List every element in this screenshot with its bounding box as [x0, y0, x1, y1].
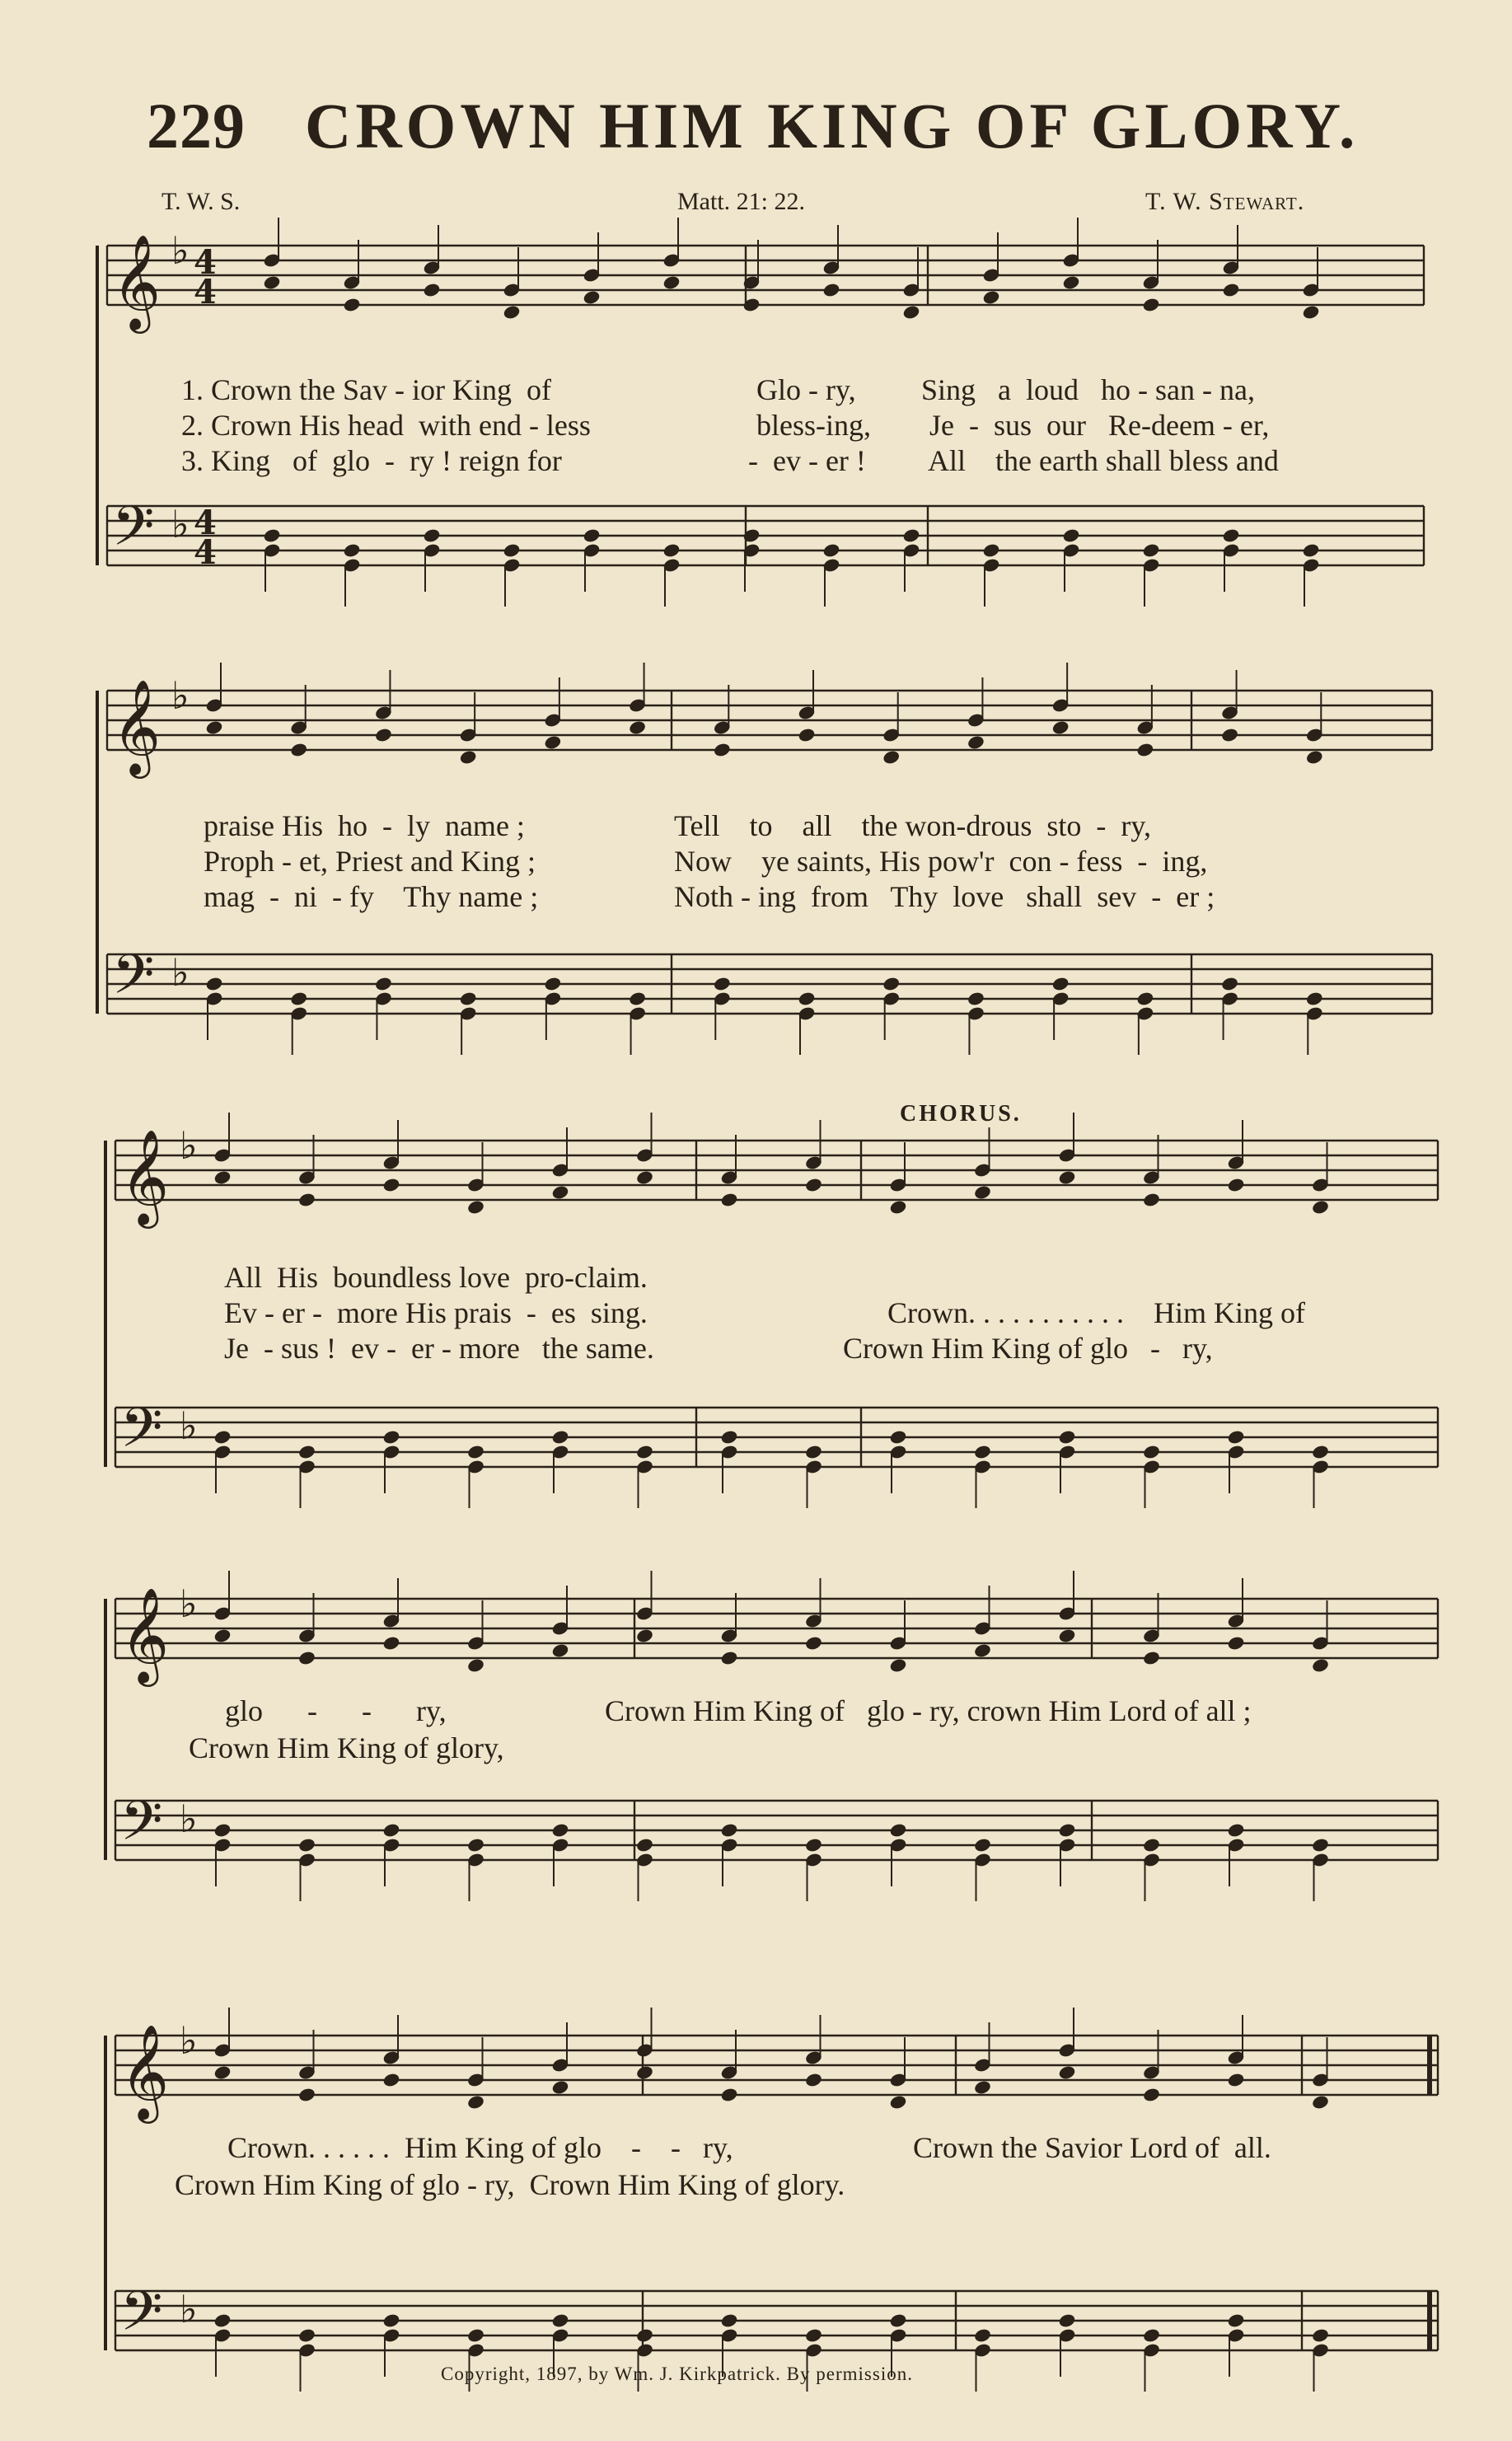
- note-head: [503, 305, 520, 320]
- note-head: [382, 1430, 400, 1445]
- note-head: [967, 735, 985, 750]
- note-head: [298, 2087, 316, 2102]
- note-head: [551, 1185, 569, 1200]
- note-head: [263, 275, 280, 290]
- note-head: [298, 1445, 316, 1459]
- note-head: [1058, 1430, 1075, 1445]
- note-head: [882, 750, 900, 765]
- note-head: [636, 1628, 653, 1643]
- lyric-chorus-6: Crown. . . . . . Him King of glo - - ry,: [227, 2131, 733, 2164]
- note-head: [1062, 528, 1079, 543]
- note-head: [1143, 2087, 1160, 2102]
- lyric-verse2-c: Je - sus our Re-deem - er,: [929, 409, 1270, 442]
- note-head: [290, 743, 307, 757]
- note-head: [720, 1192, 737, 1207]
- note-head: [213, 2313, 231, 2328]
- note-head: [822, 283, 840, 298]
- treble-clef: 𝄞: [112, 678, 161, 775]
- note-head: [467, 1838, 484, 1853]
- note-head: [1142, 543, 1159, 558]
- note-head: [298, 1838, 316, 1853]
- flat-sign: ♭: [171, 950, 190, 995]
- note-head: [459, 991, 476, 1006]
- note-head: [889, 2313, 906, 2328]
- lyric-verse2-e: Now ye saints, His pow'r con - fess - ing,: [674, 845, 1208, 878]
- note-head: [1221, 977, 1238, 991]
- note-head: [343, 543, 360, 558]
- note-head: [805, 1178, 822, 1192]
- note-head: [583, 528, 600, 543]
- note-head: [629, 720, 646, 735]
- lyric-verse3-b: - ev - er !: [748, 444, 866, 477]
- lyric-verse2-b: bless-ing,: [756, 409, 871, 442]
- note-head: [1143, 1192, 1160, 1207]
- note-head: [1143, 1445, 1160, 1459]
- note-head: [662, 275, 680, 290]
- lyric-verse1-f: All His boundless love pro-claim.: [224, 1261, 648, 1294]
- note-head: [889, 1823, 906, 1838]
- note-head: [382, 2073, 400, 2087]
- note-head: [720, 2313, 737, 2328]
- note-head: [805, 1445, 822, 1459]
- note-head: [1312, 1445, 1329, 1459]
- lyric-chorus-3: glo - - ry,: [225, 1694, 447, 1727]
- lyric-verse3-d: mag - ni - fy Thy name ;: [204, 880, 539, 913]
- time-signature-bottom: 4: [194, 533, 217, 572]
- lyric-chorus-1: Crown. . . . . . . . . . . Him King of: [887, 1296, 1305, 1329]
- note-head: [551, 1430, 569, 1445]
- note-head: [1058, 1823, 1075, 1838]
- lyric-chorus-2: Crown Him King of glo - ry,: [843, 1332, 1213, 1365]
- note-head: [382, 1823, 400, 1838]
- note-head: [382, 1636, 400, 1651]
- lyric-chorus-8: Crown Him King of glo - ry, Crown Him King of glory.: [175, 2168, 845, 2201]
- note-head: [551, 2080, 569, 2095]
- treble-clef: 𝄞: [112, 233, 161, 330]
- flat-sign: ♭: [171, 228, 190, 273]
- note-head: [1302, 305, 1319, 320]
- note-head: [882, 977, 900, 991]
- note-head: [1143, 1838, 1160, 1853]
- bass-clef: 𝄢: [120, 1789, 163, 1866]
- hymn-title: CROWN HIM KING OF GLORY.: [305, 90, 1360, 162]
- note-head: [889, 1658, 906, 1673]
- note-head: [1222, 283, 1239, 298]
- note-head: [629, 991, 646, 1006]
- note-head: [805, 2073, 822, 2087]
- note-head: [974, 2080, 991, 2095]
- note-head: [1136, 743, 1154, 757]
- note-head: [1227, 2073, 1244, 2087]
- treble-clef: 𝄞: [120, 2023, 170, 2120]
- lyric-verse3-a: 3. King of glo - ry ! reign for: [181, 444, 562, 477]
- note-head: [636, 2328, 653, 2343]
- note-head: [636, 1838, 653, 1853]
- note-head: [467, 1658, 484, 1673]
- note-head: [213, 2065, 231, 2080]
- lyric-verse1-b: Glo - ry,: [756, 373, 856, 406]
- note-head: [298, 1192, 316, 1207]
- note-head: [551, 2313, 569, 2328]
- note-head: [720, 1651, 737, 1666]
- note-head: [1312, 2095, 1329, 2110]
- lyric-chorus-4: Crown Him King of glo - ry, crown Him Lord of all ;: [605, 1694, 1252, 1727]
- note-head: [805, 1636, 822, 1651]
- note-head: [1058, 1628, 1075, 1643]
- treble-clef: 𝄞: [120, 1586, 170, 1683]
- note-head: [805, 2328, 822, 2343]
- note-head: [583, 290, 600, 305]
- time-signature-top: 4: [194, 504, 217, 542]
- note-head: [1312, 1200, 1329, 1215]
- note-head: [263, 528, 280, 543]
- lyric-chorus-5: Crown Him King of glory,: [189, 1731, 504, 1764]
- note-head: [375, 977, 392, 991]
- note-head: [1051, 720, 1069, 735]
- bass-clef: 𝄢: [120, 1396, 163, 1473]
- note-head: [889, 2095, 906, 2110]
- bass-clef: 𝄢: [112, 494, 155, 571]
- note-head: [382, 2313, 400, 2328]
- note-head: [974, 2328, 991, 2343]
- flat-sign: ♭: [180, 1403, 198, 1448]
- lyric-verse2-a: 2. Crown His head with end - less: [181, 409, 591, 442]
- note-head: [205, 720, 222, 735]
- note-head: [982, 290, 999, 305]
- treble-clef: 𝄞: [120, 1128, 170, 1225]
- note-head: [636, 2065, 653, 2080]
- note-head: [423, 528, 440, 543]
- note-head: [467, 1445, 484, 1459]
- lyric-verse1-e: Tell to all the won-drous sto - ry,: [674, 809, 1152, 842]
- note-head: [798, 728, 815, 743]
- lyric-verse2-d: Proph - et, Priest and King ;: [204, 845, 536, 878]
- flat-sign: ♭: [180, 1797, 198, 1841]
- note-head: [1312, 1658, 1329, 1673]
- note-head: [1306, 991, 1323, 1006]
- note-head: [1136, 991, 1154, 1006]
- note-head: [467, 2328, 484, 2343]
- note-head: [974, 1445, 991, 1459]
- bass-clef: 𝄢: [120, 2279, 163, 2356]
- lyric-verse3-c: All the earth shall bless and: [928, 444, 1279, 477]
- note-head: [290, 991, 307, 1006]
- note-head: [720, 2087, 737, 2102]
- note-head: [544, 735, 561, 750]
- note-head: [636, 1170, 653, 1185]
- note-head: [1143, 2328, 1160, 2343]
- note-head: [1058, 1170, 1075, 1185]
- flat-sign: ♭: [180, 2287, 198, 2331]
- note-head: [822, 543, 840, 558]
- note-head: [714, 977, 731, 991]
- note-head: [1142, 298, 1159, 312]
- flat-sign: ♭: [180, 2018, 198, 2063]
- note-head: [1051, 977, 1069, 991]
- note-head: [551, 1823, 569, 1838]
- note-head: [375, 728, 392, 743]
- chorus-label: CHORUS.: [900, 1101, 1022, 1127]
- note-head: [1306, 750, 1323, 765]
- note-head: [382, 1178, 400, 1192]
- bass-clef: 𝄢: [112, 943, 155, 1019]
- time-signature-top: 4: [194, 243, 217, 282]
- note-head: [1143, 1651, 1160, 1666]
- note-head: [467, 1200, 484, 1215]
- note-head: [205, 977, 222, 991]
- note-head: [974, 1643, 991, 1658]
- note-head: [423, 283, 440, 298]
- note-head: [1058, 2313, 1075, 2328]
- lyric-verse3-e: Noth - ing from Thy love shall sev - er ;: [674, 880, 1215, 913]
- note-head: [1227, 2313, 1244, 2328]
- note-head: [1222, 528, 1239, 543]
- note-head: [213, 1823, 231, 1838]
- hymn-number: 229: [147, 90, 246, 162]
- note-head: [467, 2095, 484, 2110]
- note-head: [503, 543, 520, 558]
- note-head: [1227, 1636, 1244, 1651]
- lyric-verse2-f: Ev - er - more His prais - es sing.: [224, 1296, 648, 1329]
- note-head: [967, 991, 985, 1006]
- note-head: [1058, 2065, 1075, 2080]
- flat-sign: ♭: [171, 673, 190, 718]
- note-head: [1062, 275, 1079, 290]
- copyright-notice: Copyright, 1897, by Wm. J. Kirkpatrick. By permission.: [441, 2364, 913, 2384]
- note-head: [343, 298, 360, 312]
- lyric-verse1-a: 1. Crown the Sav - ior King of: [181, 373, 551, 406]
- note-head: [902, 528, 920, 543]
- note-head: [720, 1430, 737, 1445]
- lyric-verse3-f: Je - sus ! ev - er - more the same.: [224, 1332, 654, 1365]
- note-head: [459, 750, 476, 765]
- note-head: [298, 2328, 316, 2343]
- note-head: [213, 1628, 231, 1643]
- note-head: [720, 1823, 737, 1838]
- lyric-chorus-7: Crown the Savior Lord of all.: [913, 2131, 1271, 2164]
- flat-sign: ♭: [171, 502, 190, 546]
- note-head: [213, 1170, 231, 1185]
- note-head: [714, 743, 731, 757]
- note-head: [544, 977, 561, 991]
- note-head: [1312, 1838, 1329, 1853]
- scripture-reference: Matt. 21: 22.: [677, 188, 805, 215]
- flat-sign: ♭: [180, 1123, 198, 1168]
- note-head: [213, 1430, 231, 1445]
- words-credit: T. W. S.: [161, 188, 241, 215]
- flat-sign: ♭: [180, 1581, 198, 1626]
- note-head: [889, 1200, 906, 1215]
- note-head: [636, 1445, 653, 1459]
- note-head: [551, 1643, 569, 1658]
- note-head: [982, 543, 999, 558]
- note-head: [889, 1430, 906, 1445]
- lyric-verse1-c: Sing a loud ho - san - na,: [921, 373, 1255, 406]
- time-signature-bottom: 4: [194, 273, 217, 312]
- note-head: [805, 1838, 822, 1853]
- note-head: [662, 543, 680, 558]
- note-head: [1227, 1178, 1244, 1192]
- music-credit: T. W. Stewart.: [1145, 188, 1305, 215]
- note-head: [1312, 2328, 1329, 2343]
- note-head: [1227, 1823, 1244, 1838]
- note-head: [798, 991, 815, 1006]
- note-head: [1302, 543, 1319, 558]
- note-head: [1227, 1430, 1244, 1445]
- note-head: [1221, 728, 1238, 743]
- note-head: [902, 305, 920, 320]
- lyric-verse1-d: praise His ho - ly name ;: [204, 809, 525, 842]
- note-head: [974, 1838, 991, 1853]
- note-head: [298, 1651, 316, 1666]
- note-head: [974, 1185, 991, 1200]
